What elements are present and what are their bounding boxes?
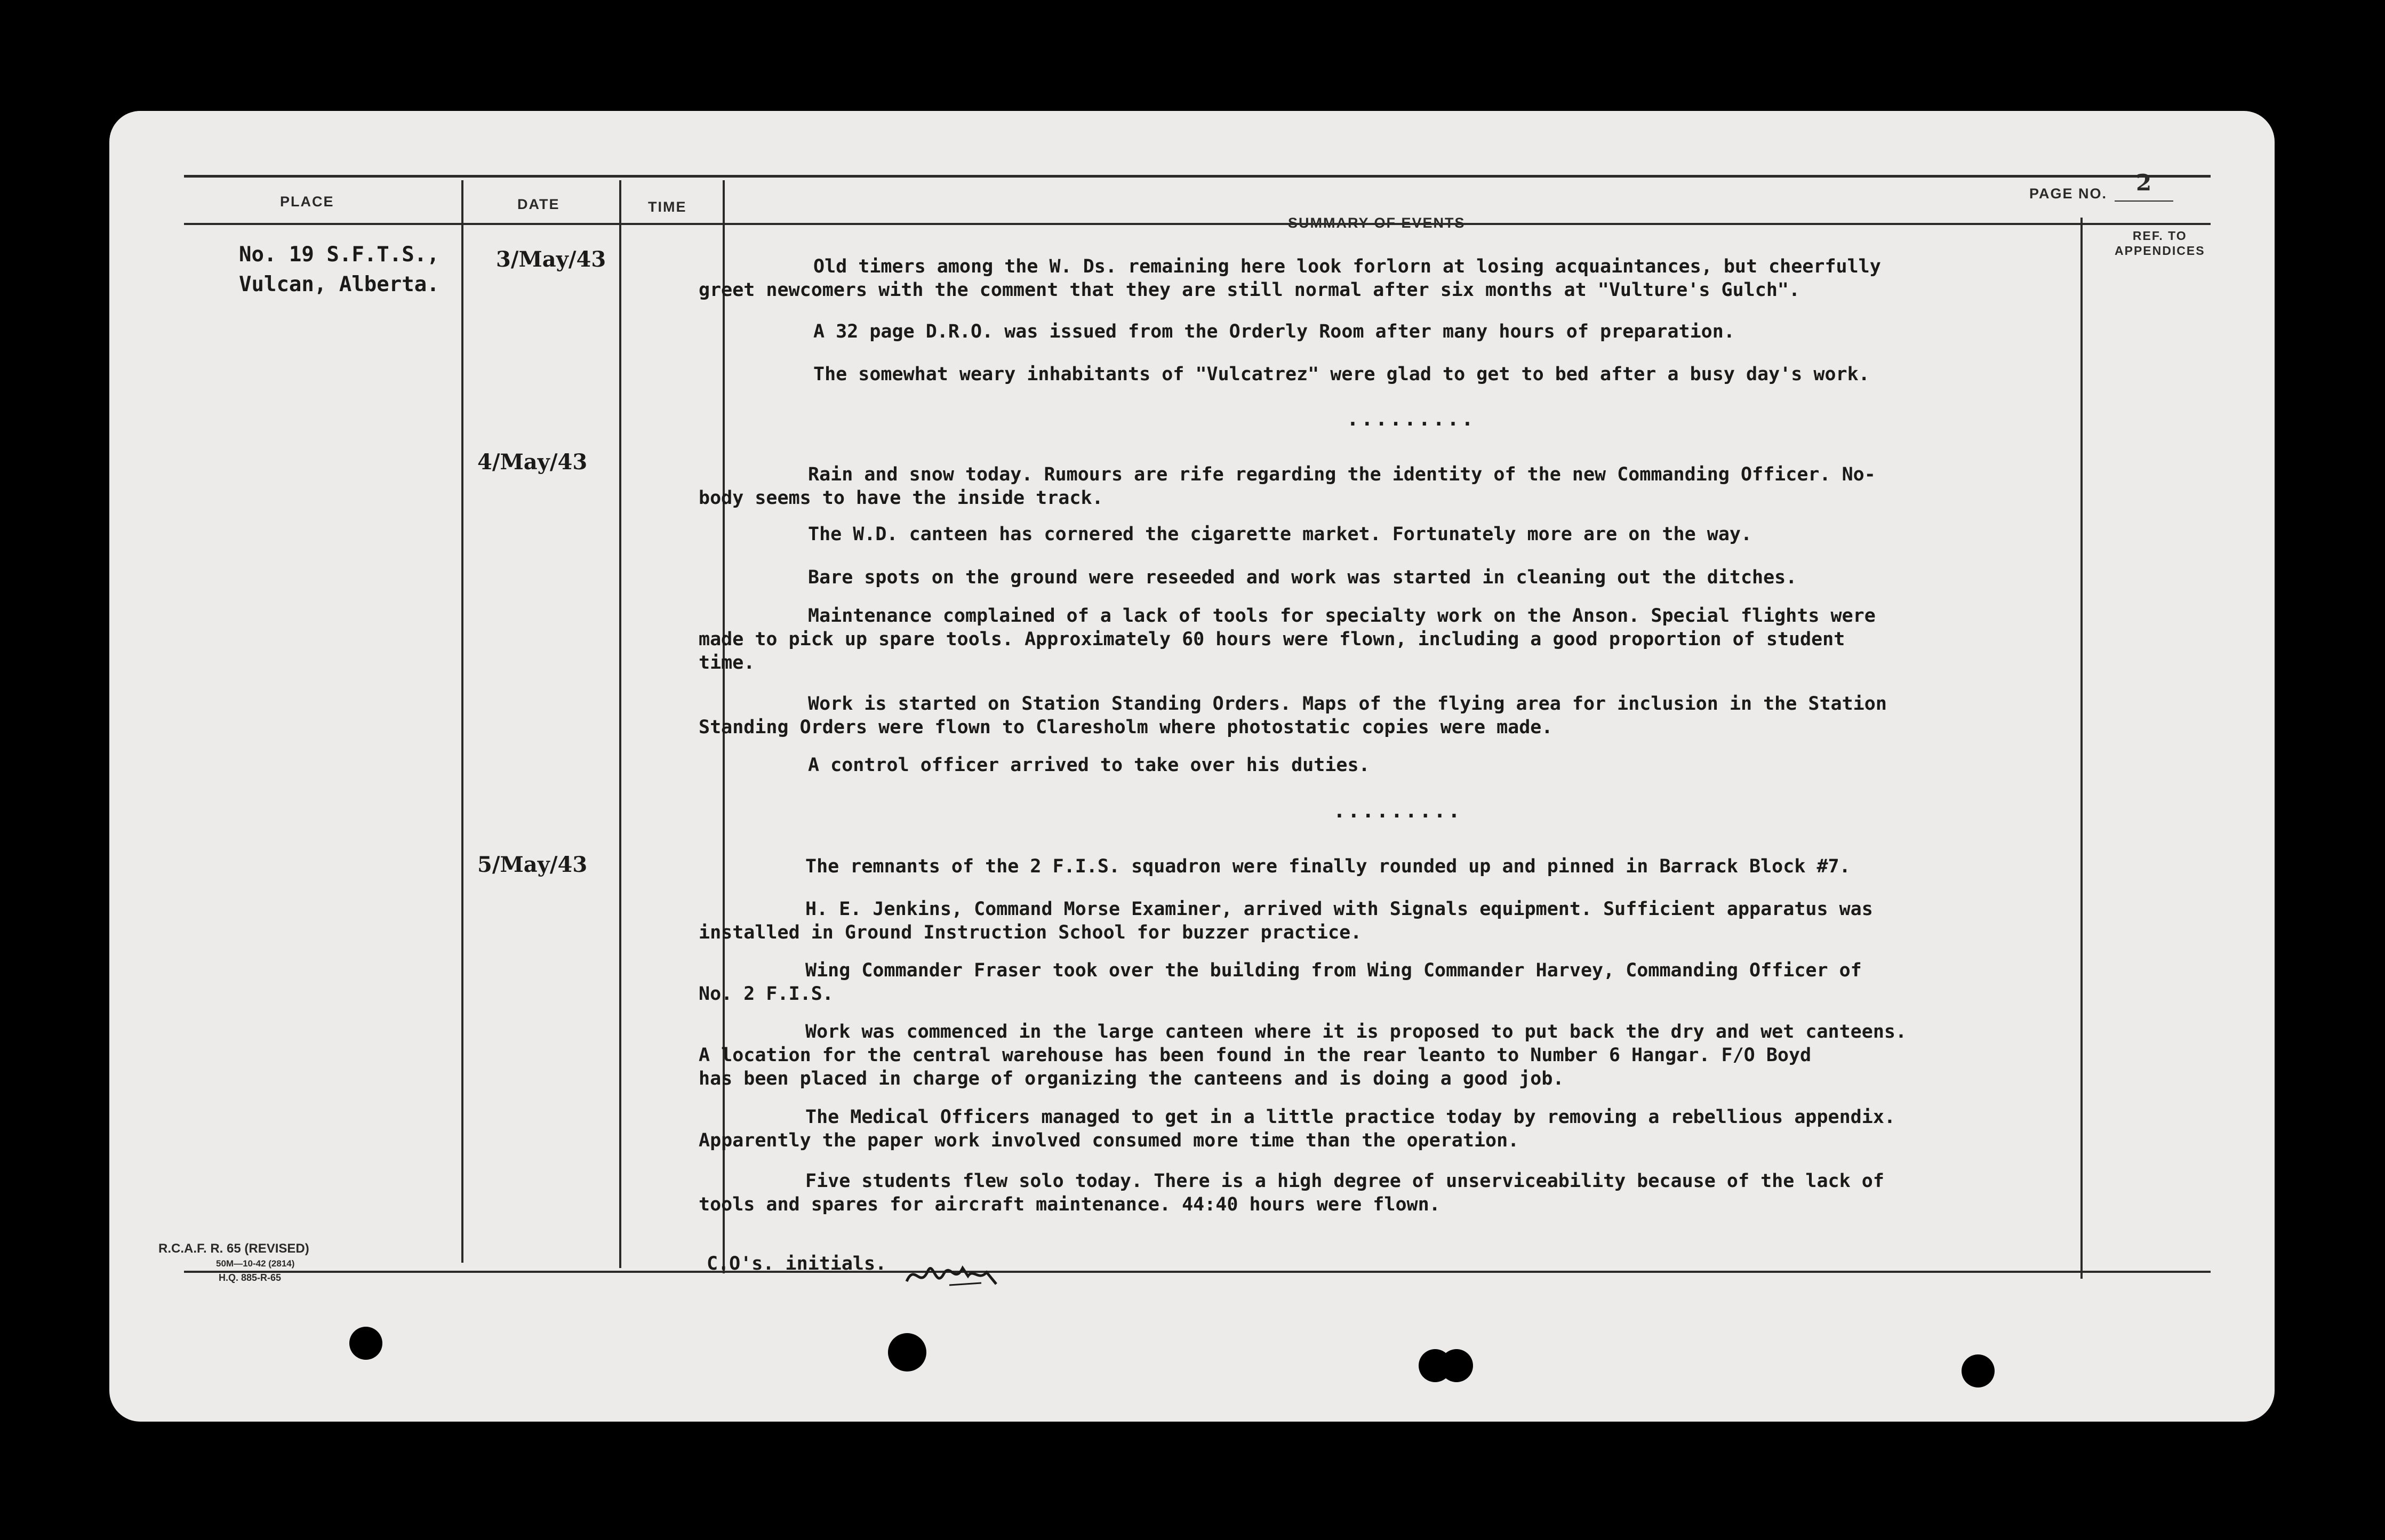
page-number-underline <box>2115 200 2173 202</box>
header-rule <box>184 223 2211 225</box>
form-print-code: 50M—10-42 (2814) <box>216 1258 295 1269</box>
entry-paragraph: A control officer arrived to take over his duties. <box>808 755 1370 776</box>
page-number: 2 <box>2136 170 2152 196</box>
summary-ref-divider <box>2080 218 2083 1279</box>
header-place: PLACE <box>280 194 334 210</box>
entry-paragraph: Maintenance complained of a lack of tools for specialty work on the Anson. Special flights were made to pick up spare tools. Approximately 60 hours were flown, including a good proportion of student time. <box>699 605 1876 673</box>
entry-paragraph: H. E. Jenkins, Command Morse Examiner, arrived with Signals equipment. Sufficient apparatus was installed in Ground Instruction School for buzzer practice. <box>699 899 1873 943</box>
entry-paragraph: A 32 page D.R.O. was issued from the Orderly Room after many hours of preparation. <box>813 321 1735 342</box>
entry-separator: ......... <box>1347 407 1476 430</box>
date-entry: 4/May/43 <box>477 450 588 475</box>
punch-hole <box>888 1333 926 1371</box>
entry-paragraph: Bare spots on the ground were reseeded and work was started in cleaning out the ditches. <box>808 567 1797 588</box>
punch-hole <box>349 1327 382 1360</box>
bottom-rule <box>184 1271 2211 1273</box>
header-page-no-label: PAGE NO. <box>2029 186 2108 202</box>
co-initials-label: C.O's. initials. <box>707 1253 887 1274</box>
entry-paragraph: Five students flew solo today. There is a high degree of unserviceability because of the lack of tools and spares for aircraft maintenance. 44:40 hours were flown. <box>699 1170 1884 1215</box>
entry-paragraph: Work was commenced in the large canteen where it is proposed to put back the dry and wet canteens. A location for the central warehouse has been found in the rear leanto to Number 6 Hangar. F/O Boyd has been placed in charge of organizing the canteens and is doing a good job. <box>699 1021 1907 1089</box>
entry-paragraph: The somewhat weary inhabitants of "Vulcatrez" were glad to get to bed after a busy day's work. <box>813 364 1870 385</box>
entry-paragraph: Old timers among the W. Ds. remaining here look forlorn at losing acquaintances, but cheerfully greet newcomers with the comment that they are still normal after six months at "Vulture's Gulch". <box>699 256 1881 301</box>
header-date: DATE <box>517 196 560 212</box>
header-ref-appendices: REF. TO APPENDICES <box>2115 229 2205 258</box>
header-time: TIME <box>648 199 687 215</box>
header-summary: SUMMARY OF EVENTS <box>1288 215 1466 231</box>
place-date-divider <box>461 180 463 1263</box>
entry-separator: ......... <box>1333 799 1462 822</box>
punch-hole <box>1440 1349 1473 1382</box>
top-rule <box>184 175 2211 178</box>
co-signature <box>901 1252 1003 1300</box>
entry-paragraph: The W.D. canteen has cornered the cigarette market. Fortunately more are on the way. <box>808 524 1752 545</box>
punch-hole <box>1962 1354 1995 1387</box>
entry-paragraph: The Medical Officers managed to get in a little practice today by removing a rebellious appendix. Apparently the paper work involved consumed more time than the operation. <box>699 1106 1895 1151</box>
entry-paragraph: Work is started on Station Standing Orders. Maps of the flying area for inclusion in the Station Standing Orders were flown to Claresholm where photostatic copies were made. <box>699 693 1887 738</box>
entry-paragraph: Wing Commander Fraser took over the building from Wing Commander Harvey, Commanding Officer of No. 2 F.I.S. <box>699 960 1862 1005</box>
date-time-divider <box>619 180 621 1268</box>
form-hq-code: H.Q. 885-R-65 <box>219 1272 282 1283</box>
place-value: No. 19 S.F.T.S., Vulcan, Alberta. <box>239 243 439 296</box>
entry-paragraph: The remnants of the 2 F.I.S. squadron were finally rounded up and pinned in Barrack Block #7. <box>805 856 1851 877</box>
date-entry: 5/May/43 <box>477 852 588 877</box>
form-number: R.C.A.F. R. 65 (REVISED) <box>158 1241 309 1256</box>
entry-paragraph: Rain and snow today. Rumours are rife regarding the identity of the new Commanding Officer. No- body seems to have the inside track. <box>699 464 1876 509</box>
diary-card <box>109 111 2275 1422</box>
date-entry: 3/May/43 <box>496 247 606 272</box>
